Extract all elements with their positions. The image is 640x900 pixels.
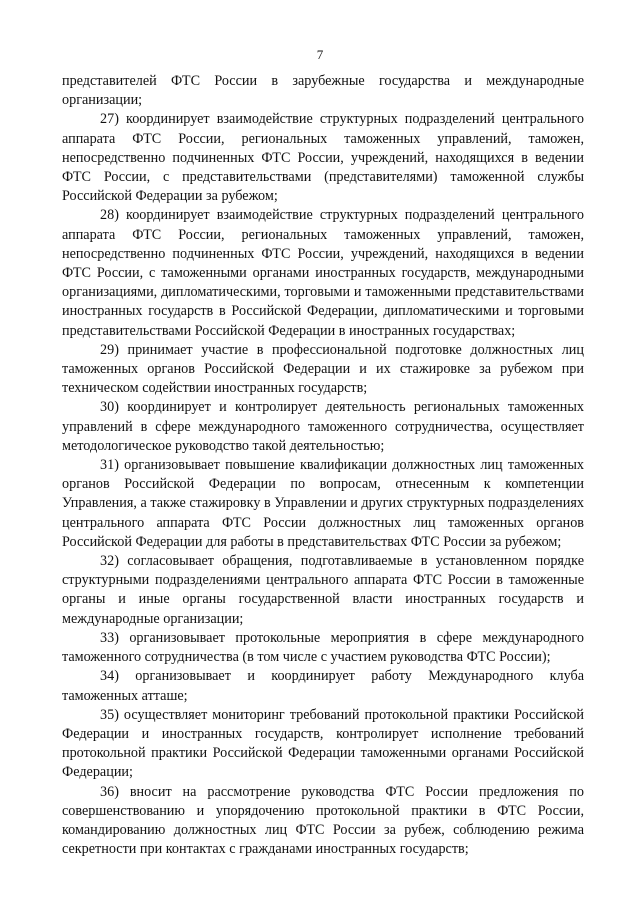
paragraph-item-35: 35) осуществляет мониторинг требований протокольной практики Российской Федерации и иностранных государств, контролирует исполнение требований протокольной практики Российской Федерации таможенными органами Российской Федерации;: [62, 706, 584, 781]
paragraph-continuation: представителей ФТС России в зарубежные государства и международные организации;: [62, 73, 584, 109]
paragraph-item-36: 36) вносит на рассмотрение руководства ФТС России предложения по совершенствованию и упорядочению протокольной практики в ФТС России, командированию должностных лиц ФТС России за рубеж, соблюдению режима секретности при контактах с гражданами иностранных государств;: [62, 783, 584, 858]
paragraph-item-33: 33) организовывает протокольные мероприятия в сфере международного таможенного сотрудничества (в том числе с участием руководства ФТС России);: [62, 629, 584, 666]
paragraph-item-30: 30) координирует и контролирует деятельность региональных таможенных управлений в сфере международного таможенного сотрудничества, осуществляет методологическое руководство такой деятельностью;: [62, 399, 584, 454]
paragraph-item-28: 28) координирует взаимодействие структурных подразделений центрального аппарата ФТС России, региональных таможенных управлений, таможен, непосредственно подчиненных ФТС России, учреждений, находящихся в ведении ФТС России, с таможенными органами иностранных государств, международными организациями, дипломатическими, торговыми и таможенными представительствами иностранных государств в Российской Федерации, дипломатическими и торговыми представительствами Российской Федерации в иностранных государствах;: [62, 207, 584, 339]
document-body: [62, 72, 584, 859]
paragraph-item-31: 31) организовывает повышение квалификации должностных лиц таможенных органов Российской Федерации по вопросам, отнесенным к компетенции Управления, а также стажировку в Управлении и других структурных подразделениях центрального аппарата ФТС России должностных лиц таможенных органов Российской Федерации для работы в представительствах ФТС России за рубежом;: [62, 457, 584, 550]
paragraph-item-29: 29) принимает участие в профессиональной подготовке должностных лиц таможенных органов Российской Федерации и их стажировке за рубежом при техническом содействии иностранных государств;: [62, 341, 584, 397]
paragraph-item-34: 34) организовывает и координирует работу Международного клуба таможенных атташе;: [62, 668, 584, 704]
paragraph-item-27: 27) координирует взаимодействие структурных подразделений центрального аппарата ФТС России, региональных таможенных управлений, таможен, непосредственно подчиненных ФТС России, учреждений, находящихся в ведении ФТС России, с представительствами (представителями) таможенной службы Российской Федерации за рубежом;: [62, 111, 584, 205]
paragraph-item-32: 32) согласовывает обращения, подготавливаемые в установленном порядке структурными подразделениями центрального аппарата ФТС России в таможенные органы и иные органы государственной власти иностранных государств и международные организации;: [62, 553, 584, 627]
page-number: 7: [316, 47, 324, 62]
